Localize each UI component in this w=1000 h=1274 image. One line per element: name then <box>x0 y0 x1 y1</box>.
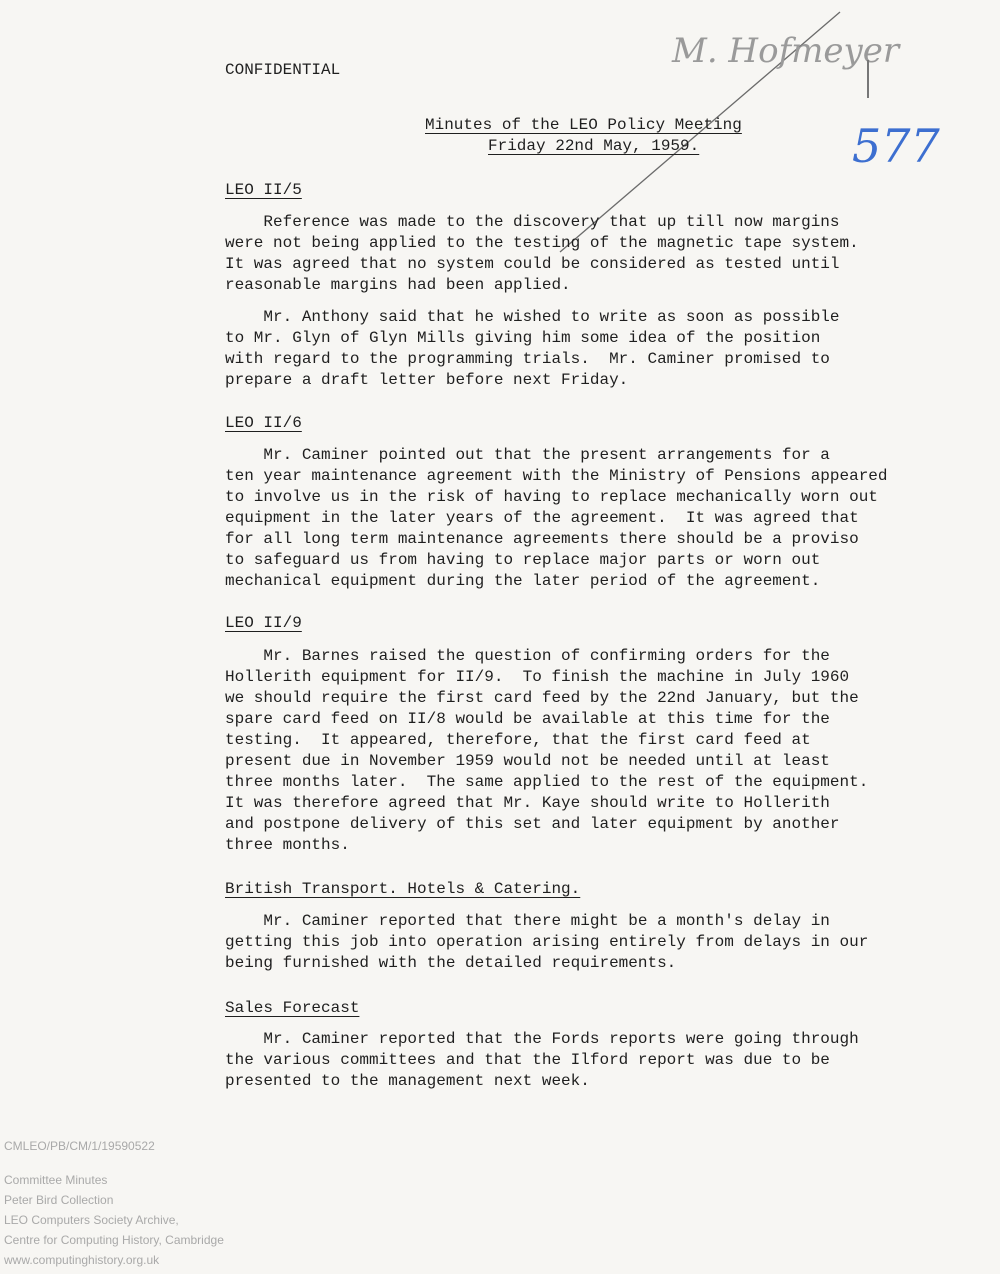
text-line: with regard to the programming trials. Mr. Caminer promised to <box>225 350 830 368</box>
text-line: and postpone delivery of this set and later equipment by another <box>225 815 840 833</box>
paragraph-leo-ii-6 <box>225 445 888 592</box>
section-heading-leo-ii-5: LEO II/5 <box>225 181 302 199</box>
section-heading-leo-ii-6: LEO II/6 <box>225 414 302 432</box>
text-line: ten year maintenance agreement with the Ministry of Pensions appeared <box>225 467 888 485</box>
archive-reference: CMLEO/PB/CM/1/19590522 <box>4 1139 155 1153</box>
text-line: reasonable margins had been applied. <box>225 276 571 294</box>
text-line: to involve us in the risk of having to replace mechanically worn out <box>225 488 878 506</box>
text-line: three months later. The same applied to the rest of the equipment. <box>225 773 869 791</box>
text-line: three months. <box>225 836 350 854</box>
paragraph-leo-ii-9 <box>225 646 868 856</box>
text-line: being furnished with the detailed requirements. <box>225 954 677 972</box>
section-heading-leo-ii-9: LEO II/9 <box>225 614 302 632</box>
footer-line: Centre for Computing History, Cambridge <box>4 1233 224 1247</box>
text-line: It was therefore agreed that Mr. Kaye should write to Hollerith <box>225 794 830 812</box>
text-line: for all long term maintenance agreements there should be a proviso <box>225 530 859 548</box>
handwritten-signature: M. Hofmeyer <box>672 31 900 71</box>
section-heading-british-transport: British Transport. Hotels & Catering. <box>225 880 581 898</box>
text-line: presented to the management next week. <box>225 1072 590 1090</box>
paragraph-sales-forecast <box>225 1029 859 1092</box>
footer-line: LEO Computers Society Archive, <box>4 1213 179 1227</box>
text-line: the various committees and that the Ilford report was due to be <box>225 1051 830 1069</box>
text-line: we should require the first card feed by the 22nd January, but the <box>225 689 859 707</box>
paragraph-british-transport <box>225 911 868 974</box>
text-line: present due in November 1959 would not be needed until at least <box>225 752 830 770</box>
text-line: testing. It appeared, therefore, that the first card feed at <box>225 731 811 749</box>
footer-link[interactable]: www.computinghistory.org.uk <box>4 1253 160 1267</box>
text-line: Reference was made to the discovery that up till now margins <box>225 213 840 231</box>
text-line: Mr. Caminer pointed out that the present arrangements for a <box>225 446 830 464</box>
paragraph-leo-ii-5-1 <box>225 212 859 296</box>
text-line: Mr. Anthony said that he wished to write as soon as possible <box>225 308 840 326</box>
text-line: spare card feed on II/8 would be available at this time for the <box>225 710 830 728</box>
text-line: Mr. Caminer reported that there might be a month's delay in <box>225 912 830 930</box>
paragraph-leo-ii-5-2 <box>225 307 840 391</box>
text-line: Mr. Caminer reported that the Fords reports were going through <box>225 1030 859 1048</box>
text-line: to safeguard us from having to replace major parts or worn out <box>225 551 821 569</box>
text-line: getting this job into operation arising entirely from delays in our <box>225 933 869 951</box>
footer-line: Peter Bird Collection <box>4 1193 114 1207</box>
text-line: were not being applied to the testing of the magnetic tape system. <box>225 234 859 252</box>
text-line: mechanical equipment during the later period of the agreement. <box>225 572 821 590</box>
text-line: It was agreed that no system could be considered as tested until <box>225 255 840 273</box>
page-title: Minutes of the LEO Policy Meeting <box>425 116 742 134</box>
meeting-date: Friday 22nd May, 1959. <box>488 137 700 155</box>
text-line: to Mr. Glyn of Glyn Mills giving him some idea of the position <box>225 329 821 347</box>
footer-line: Committee Minutes <box>4 1173 108 1187</box>
text-line: Mr. Barnes raised the question of confirming orders for the <box>225 647 830 665</box>
handwritten-number: 577 <box>852 119 940 173</box>
archive-footer <box>4 1136 224 1270</box>
text-line: prepare a draft letter before next Friday. <box>225 371 629 389</box>
section-heading-sales-forecast: Sales Forecast <box>225 999 360 1017</box>
text-line: equipment in the later years of the agreement. It was agreed that <box>225 509 859 527</box>
confidential-label: CONFIDENTIAL <box>225 61 341 79</box>
text-line: Hollerith equipment for II/9. To finish the machine in July 1960 <box>225 668 850 686</box>
